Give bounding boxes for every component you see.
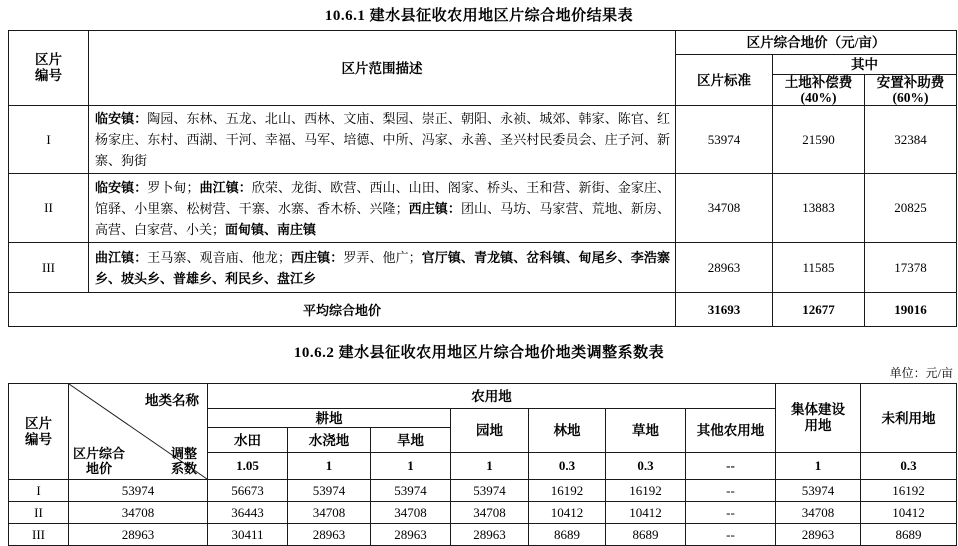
value-dry: 34708 [371,502,451,524]
coef-paddy: 1.05 [208,453,288,480]
table-row-zone-1 [9,480,957,502]
value-forest: 8689 [529,524,606,546]
value-garden: 53974 [451,480,529,502]
value-irrigated: 34708 [288,502,371,524]
value-forest: 10412 [529,502,606,524]
zone-price: 53974 [69,480,208,502]
average-resettle: 19016 [865,293,957,327]
average-label: 平均综合地价 [9,293,676,327]
header-irrigated: 水浇地 [288,428,371,453]
coef-irrigated: 1 [288,453,371,480]
unit-label: 单位：元/亩 [889,366,953,380]
value-unused: 8689 [861,524,957,546]
value-dry: 53974 [371,480,451,502]
zone-standard: 53974 [676,106,773,174]
diagonal-header-cell [69,384,208,480]
value-unused: 16192 [861,480,957,502]
table2-header-row-1 [9,384,957,409]
coef-other-farm: -- [686,453,776,480]
value-dry: 28963 [371,524,451,546]
header-grass: 草地 [606,409,686,453]
table1-header-row-1 [9,31,957,55]
value-grass: 16192 [606,480,686,502]
header-zone-no: 区片编号 [9,31,89,106]
zone-no: II [9,174,89,243]
zone-standard: 34708 [676,174,773,243]
header-unused-land: 未利用地 [861,384,957,453]
header-paddy: 水田 [208,428,288,453]
table-row-zone-1 [9,106,957,174]
value-garden: 28963 [451,524,529,546]
value-paddy: 36443 [208,502,288,524]
header-forest: 林地 [529,409,606,453]
document-page [0,4,958,542]
coef-garden: 1 [451,453,529,480]
table-row-zone-3 [9,524,957,546]
value-paddy: 56673 [208,480,288,502]
value-collective: 28963 [776,524,861,546]
zone-resettle: 32384 [865,106,957,174]
zone-land-comp: 21590 [773,106,865,174]
average-standard: 31693 [676,293,773,327]
header-farm-land: 农用地 [208,384,776,409]
header-among: 其中 [773,55,957,75]
value-paddy: 30411 [208,524,288,546]
header-zone-no: 区片编号 [9,384,69,480]
zone-price: 28963 [69,524,208,546]
zone-no: III [9,524,69,546]
coef-collective: 1 [776,453,861,480]
coef-grass: 0.3 [606,453,686,480]
value-irrigated: 53974 [288,480,371,502]
header-resettlement-subsidy: 安置补助费 (60%) [865,75,957,106]
value-collective: 34708 [776,502,861,524]
zone-resettle: 20825 [865,174,957,243]
coef-dry: 1 [371,453,451,480]
table2-title: 10.6.2 建水县征收农用地区片综合地价地类调整系数表 [293,345,665,361]
header-dry: 旱地 [371,428,451,453]
zone-standard: 28963 [676,243,773,293]
value-other-farm: -- [686,502,776,524]
value-other-farm: -- [686,524,776,546]
zone-description: 临安镇：陶园、东林、五龙、北山、西林、文庙、梨园、崇正、朝阳、永祯、城郊、韩家、陈官、红杨家庄、东村、西湖、干河、幸福、马军、培德、中所、冯家、永善、圣兴村民委员会、庄子河、新寨、狗街 [89,106,676,174]
zone-resettle: 17378 [865,243,957,293]
table-row-zone-2 [9,174,957,243]
diag-label-land-type: 地类名称 [145,393,199,408]
zone-land-comp: 13883 [773,174,865,243]
zone-price: 34708 [69,502,208,524]
zone-description: 曲江镇：王马寨、观音庙、他龙；西庄镇：罗弄、他广；官厅镇、青龙镇、岔科镇、甸尾乡、李浩寨乡、坡头乡、普雄乡、利民乡、盘江乡 [89,243,676,293]
header-cultivated: 耕地 [208,409,451,428]
zone-land-comp: 11585 [773,243,865,293]
average-land-comp: 12677 [773,293,865,327]
value-grass: 10412 [606,502,686,524]
zone-no: III [9,243,89,293]
diag-label-zone-price: 区片综合地价 [73,446,126,476]
value-unused: 10412 [861,502,957,524]
table-adjustment-coefficients [8,383,957,546]
zone-no: I [9,480,69,502]
table-row-average [9,293,957,327]
coef-forest: 0.3 [529,453,606,480]
table1-title: 10.6.1 建水县征收农用地区片综合地价结果表 [324,8,634,24]
header-standard: 区片标准 [676,55,773,106]
header-collective-construction: 集体建设用地 [776,384,861,453]
value-irrigated: 28963 [288,524,371,546]
value-other-farm: -- [686,480,776,502]
coef-unused: 0.3 [861,453,957,480]
zone-no: I [9,106,89,174]
table-row-zone-2 [9,502,957,524]
value-collective: 53974 [776,480,861,502]
zone-description: 临安镇：罗卜甸；曲江镇：欣荣、龙街、欧营、西山、山田、阁家、桥头、王和营、新街、金家庄、馆驿、小里寨、松树营、干寨、水寨、香木桥、兴隆；西庄镇：团山、马坊、马家营、荒地、新房、高营、白家营、小关；面甸镇、南庄镇 [89,174,676,243]
header-price-group: 区片综合地价（元/亩） [676,31,957,55]
header-other-farm: 其他农用地 [686,409,776,453]
table-land-price-results [8,30,957,327]
value-grass: 8689 [606,524,686,546]
value-garden: 34708 [451,502,529,524]
header-land-compensation: 土地补偿费 (40%) [773,75,865,106]
diag-label-coefficient: 调整系数 [170,446,197,476]
header-garden: 园地 [451,409,529,453]
table-row-zone-3 [9,243,957,293]
zone-no: II [9,502,69,524]
value-forest: 16192 [529,480,606,502]
header-description: 区片范围描述 [89,31,676,106]
